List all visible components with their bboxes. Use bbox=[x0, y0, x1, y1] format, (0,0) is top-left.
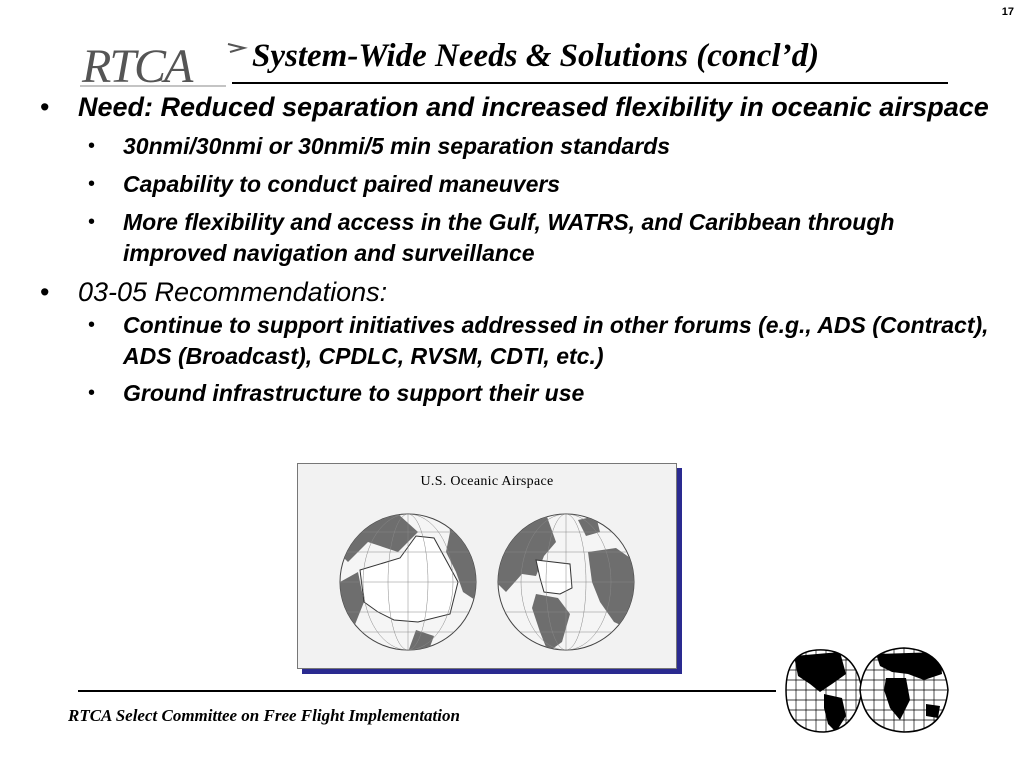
sub-bullet-text: Ground infrastructure to support their use bbox=[123, 380, 585, 406]
sub-bullet-text: Capability to conduct paired maneuvers bbox=[123, 171, 561, 197]
bullet-need bbox=[40, 92, 1000, 269]
bullet-dot: • bbox=[40, 277, 50, 307]
figure-caption: U.S. Oceanic Airspace bbox=[420, 474, 554, 489]
bullet-dot: • bbox=[40, 92, 50, 122]
bullet-text: Need: Reduced separation and increased flexibility in oceanic airspace bbox=[78, 92, 989, 122]
page-number: 17 bbox=[1001, 6, 1014, 18]
rtca-logo bbox=[78, 36, 248, 92]
sub-bullet-text: 30nmi/30nmi or 30nmi/5 min separation standards bbox=[123, 133, 671, 159]
atlantic-globe-image bbox=[496, 512, 636, 652]
sub-bullet: • Continue to support initiatives addressed in other forums (e.g., ADS (Contract), ADS (Broadcast), CPDLC, RVSM, CDTI, etc.) bbox=[88, 312, 989, 369]
footer-rule bbox=[78, 690, 776, 692]
sub-bullet-list bbox=[78, 310, 1000, 409]
sub-bullet-list bbox=[78, 131, 1000, 269]
bullet-list bbox=[40, 92, 1000, 419]
bullet-text: 03-05 Recommendations: bbox=[78, 277, 388, 307]
footer-text: RTCA Select Committee on Free Flight Implementation bbox=[68, 706, 460, 725]
world-map-logo bbox=[780, 644, 952, 736]
slide-title: System-Wide Needs & Solutions (concl’d) bbox=[252, 38, 820, 74]
sub-bullet-text: Continue to support initiatives addressed in other forums (e.g., ADS (Contract), ADS (Broadcast), CPDLC, RVSM, CDTI, etc.) bbox=[123, 312, 989, 369]
oceanic-airspace-figure bbox=[297, 463, 677, 669]
sub-bullet: • 30nmi/30nmi or 30nmi/5 min separation standards bbox=[88, 133, 671, 159]
sub-bullet: • Ground infrastructure to support their use bbox=[88, 380, 585, 406]
sub-bullet: • Capability to conduct paired maneuvers bbox=[88, 171, 561, 197]
title-rule bbox=[232, 82, 948, 84]
svg-text:RTCA: RTCA bbox=[82, 40, 192, 92]
pacific-globe-image bbox=[338, 512, 478, 652]
bullet-recommendations bbox=[40, 277, 1000, 409]
sub-bullet-text: More flexibility and access in the Gulf, WATRS, and Caribbean through improved navigation and surveillance bbox=[123, 209, 895, 266]
sub-bullet: • More flexibility and access in the Gulf, WATRS, and Caribbean through improved navigation and surveillance bbox=[88, 209, 895, 266]
